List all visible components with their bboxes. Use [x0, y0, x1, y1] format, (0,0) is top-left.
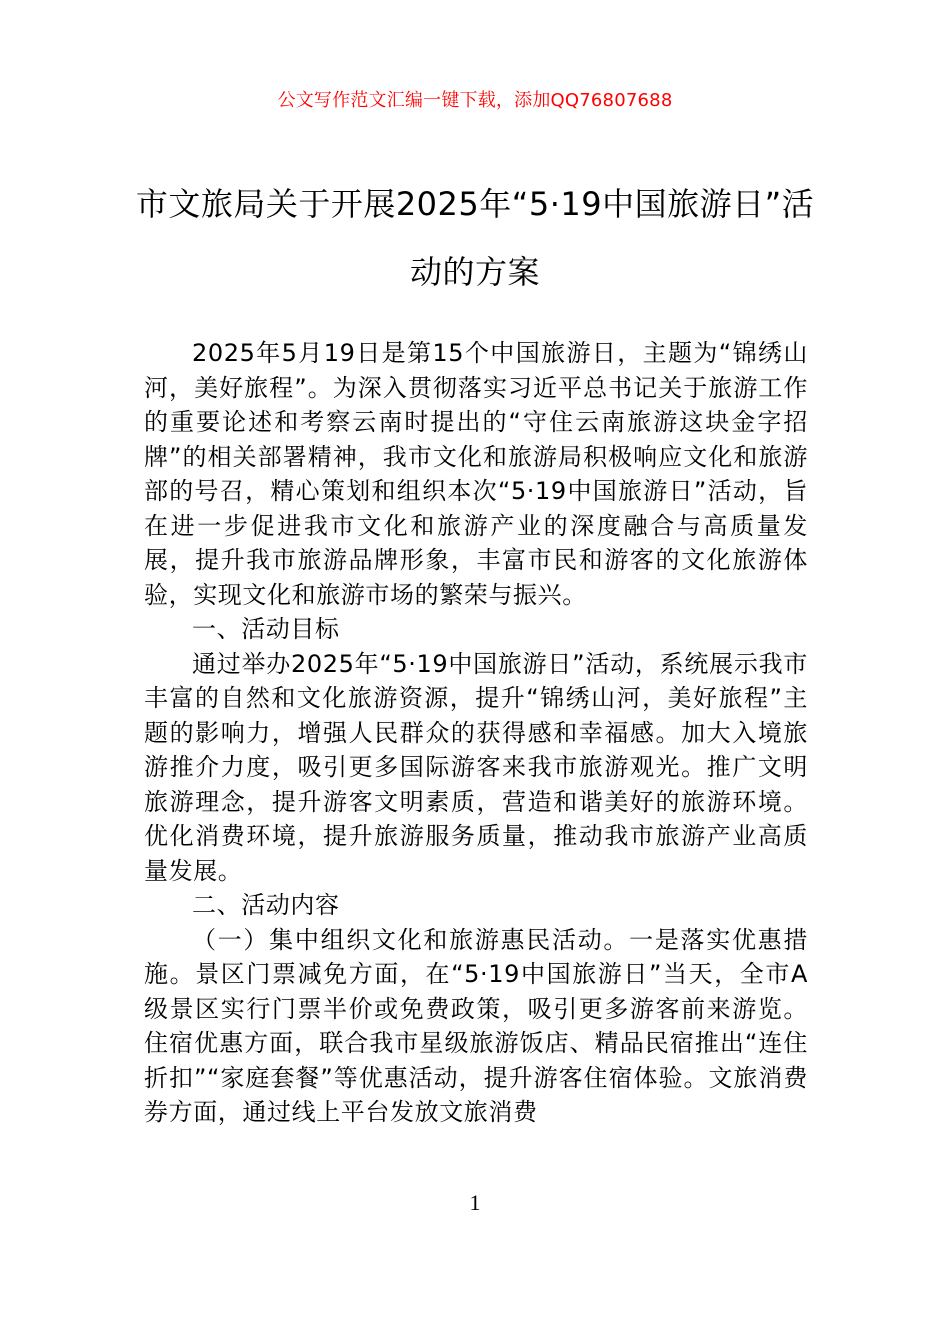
content-paragraph: （一）集中组织文化和旅游惠民活动。一是落实优惠措施。景区门票减免方面，在“5·19中国旅游日”当天，全市A级景区实行门票半价或免费政策，吸引更多游客前来游览。住宿优惠方面，联合我市星级旅游饭店、精品民宿推出“连住折扣”“家庭套餐”等优惠活动，提升游客住宿体验。文旅消费券方面，通过线上平台发放文旅消费	[144, 925, 808, 1126]
section-heading-goals: 一、活动目标	[192, 615, 340, 643]
page-number: 1	[469, 1190, 481, 1215]
document-title: 市文旅局关于开展2025年“5·19中国旅游日”活动的方案	[135, 185, 815, 291]
document-body	[144, 336, 808, 1130]
intro-paragraph: 2025年5月19日是第15个中国旅游日，主题为“锦绣山河，美好旅程”。为深入贯彻落实习近平总书记关于旅游工作的重要论述和考察云南时提出的“守住云南旅游这块金字招牌”的相关部署精神，我市文化和旅游局积极响应文化和旅游部的号召，精心策划和组织本次“5·19中国旅游日”活动，旨在进一步促进我市文化和旅游产业的深度融合与高质量发展，提升我市旅游品牌形象，丰富市民和游客的文化旅游体验，实现文化和旅游市场的繁荣与振兴。	[144, 339, 808, 609]
goals-paragraph: 通过举办2025年“5·19中国旅游日”活动，系统展示我市丰富的自然和文化旅游资源，提升“锦绣山河，美好旅程”主题的影响力，增强人民群众的获得感和幸福感。加大入境旅游推介力度，吸引更多国际游客来我市旅游观光。推广文明旅游理念，提升游客文明素质，营造和谐美好的旅游环境。优化消费环境，提升旅游服务质量，推动我市旅游产业高质量发展。	[144, 649, 808, 885]
section-heading-content: 二、活动内容	[192, 891, 340, 919]
header-promo-note: 公文写作范文汇编一键下载，添加QQ76807688	[277, 90, 673, 111]
